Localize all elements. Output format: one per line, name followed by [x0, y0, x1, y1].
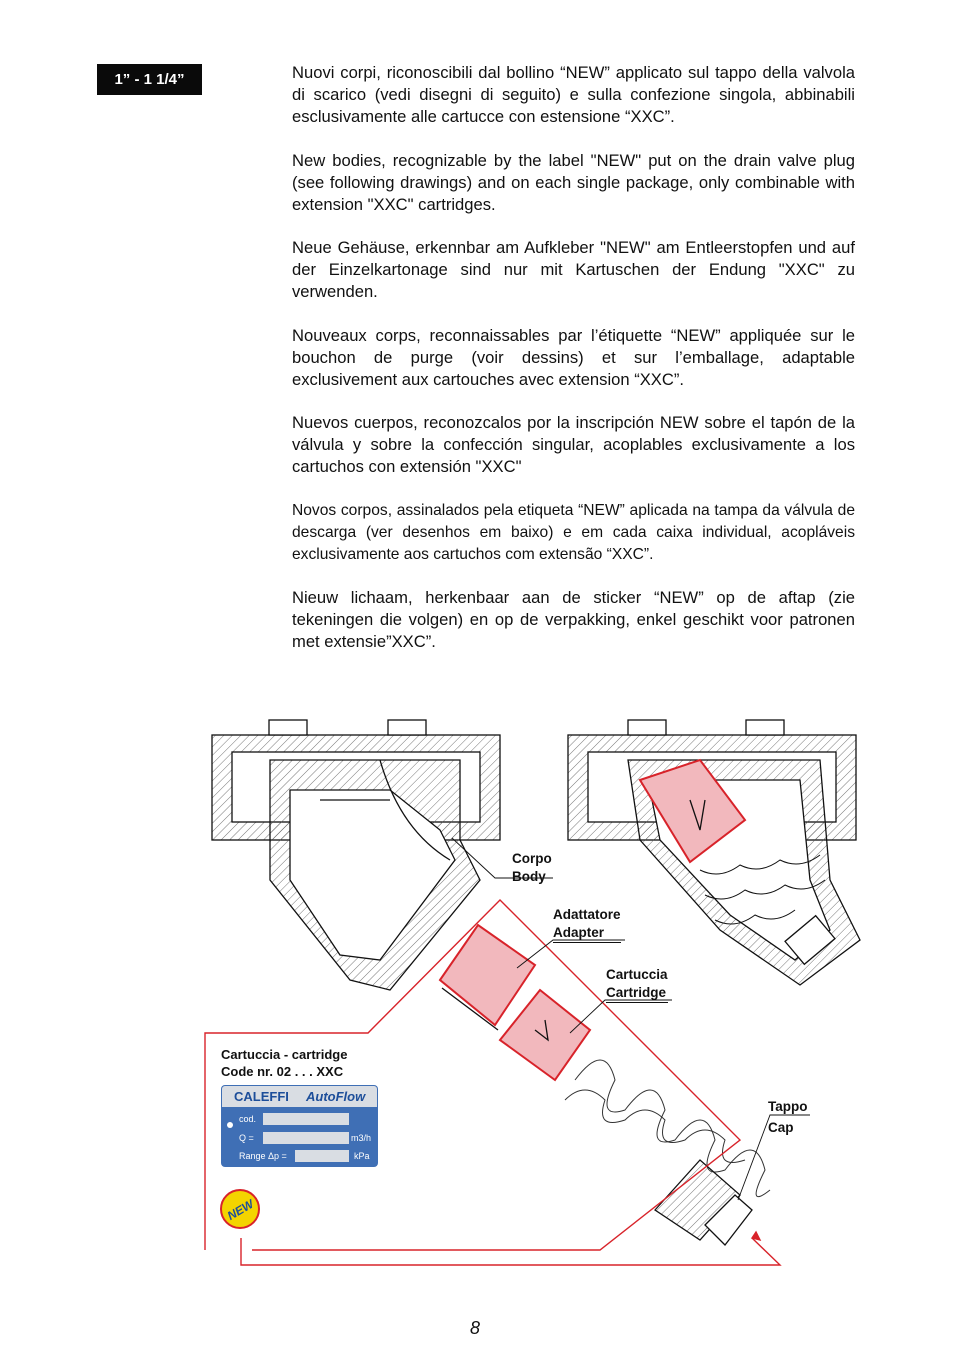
- label-body: Corpo Body: [512, 851, 552, 884]
- svg-text:NEW: NEW: [224, 1196, 257, 1223]
- page-number: 8: [470, 1318, 481, 1338]
- autoflow-logo: AutoFlow: [306, 1089, 366, 1104]
- cod-field: [263, 1113, 349, 1125]
- label-cartridge: Cartuccia Cartridge: [606, 966, 668, 1003]
- spring-part: [565, 1060, 770, 1197]
- paragraph-spanish: Nuevos cuerpos, reconozcalos por la inscripción NEW sobre el tapón de la válvula y sobre la confección singular, acoplables exclusivamente a los cartuchos con extensión "XXC": [292, 413, 855, 476]
- q-field: [263, 1132, 349, 1144]
- paragraph-french: Nouveaux corps, reconnaissables par l’étiquette “NEW” appliquée sur le bouchon de purge (voir dessins) et sur l’emballage, adaptable exclusivement aux cartouches avec extension “XXC”.: [292, 325, 855, 389]
- new-badge: [221, 1190, 259, 1228]
- paragraph-german: Neue Gehäuse, erkennbar am Aufkleber "NEW" am Entleerstopfen und auf der Einzelkartonage sind nur mit Kartuschen der Endung "XXC" zu verwenden.: [292, 238, 855, 301]
- plate-dot: [227, 1122, 233, 1128]
- cartridge-code-heading: Cartuccia - cartridge Code nr. 02 . . . XXC: [221, 1047, 348, 1079]
- range-field: [295, 1150, 349, 1162]
- paragraph-dutch: Nieuw lichaam, herkenbaar aan de sticker “NEW” op de aftap (zie tekeningen die volgen) en op de verpakking, enkel geschikt voor patronen met extensie”XXC”.: [292, 588, 855, 651]
- label-cap: Tappo Cap: [768, 1099, 808, 1135]
- paragraph-italian: Nuovi corpi, riconoscibili dal bollino “NEW” applicato sul tappo della valvola di scarico (vedi disegni di seguito) e sulla confezione singola, abbinabili esclusivamente alle cartucce con estensione “XXC”.: [292, 63, 855, 126]
- cap-part: [655, 1160, 752, 1245]
- cartridge-part: [500, 990, 590, 1080]
- size-tag: 1” - 1 1/4”: [97, 64, 202, 95]
- caleffi-logo: CALEFFI: [234, 1089, 289, 1104]
- left-valve-body: [212, 720, 500, 990]
- paragraph-portuguese: Novos corpos, assinalados pela etiqueta “NEW” aplicada na tampa da válvula de descarga (ver desenhos em baixo) e em cada caixa individual, acopláveis exclusivamente aos cartuchos com extensão “XXC”.: [292, 501, 855, 563]
- cartridge-plate: CALEFFI AutoFlow cod. Q = m3/h Range Δp = kPa: [221, 1085, 378, 1167]
- label-adapter: Adattatore Adapter: [553, 906, 621, 943]
- right-valve-assembled: [568, 720, 860, 985]
- paragraph-english: New bodies, recognizable by the label "NEW" put on the drain valve plug (see following drawings) and on each single package, only combinable with extension "XXC" cartridges.: [292, 150, 855, 214]
